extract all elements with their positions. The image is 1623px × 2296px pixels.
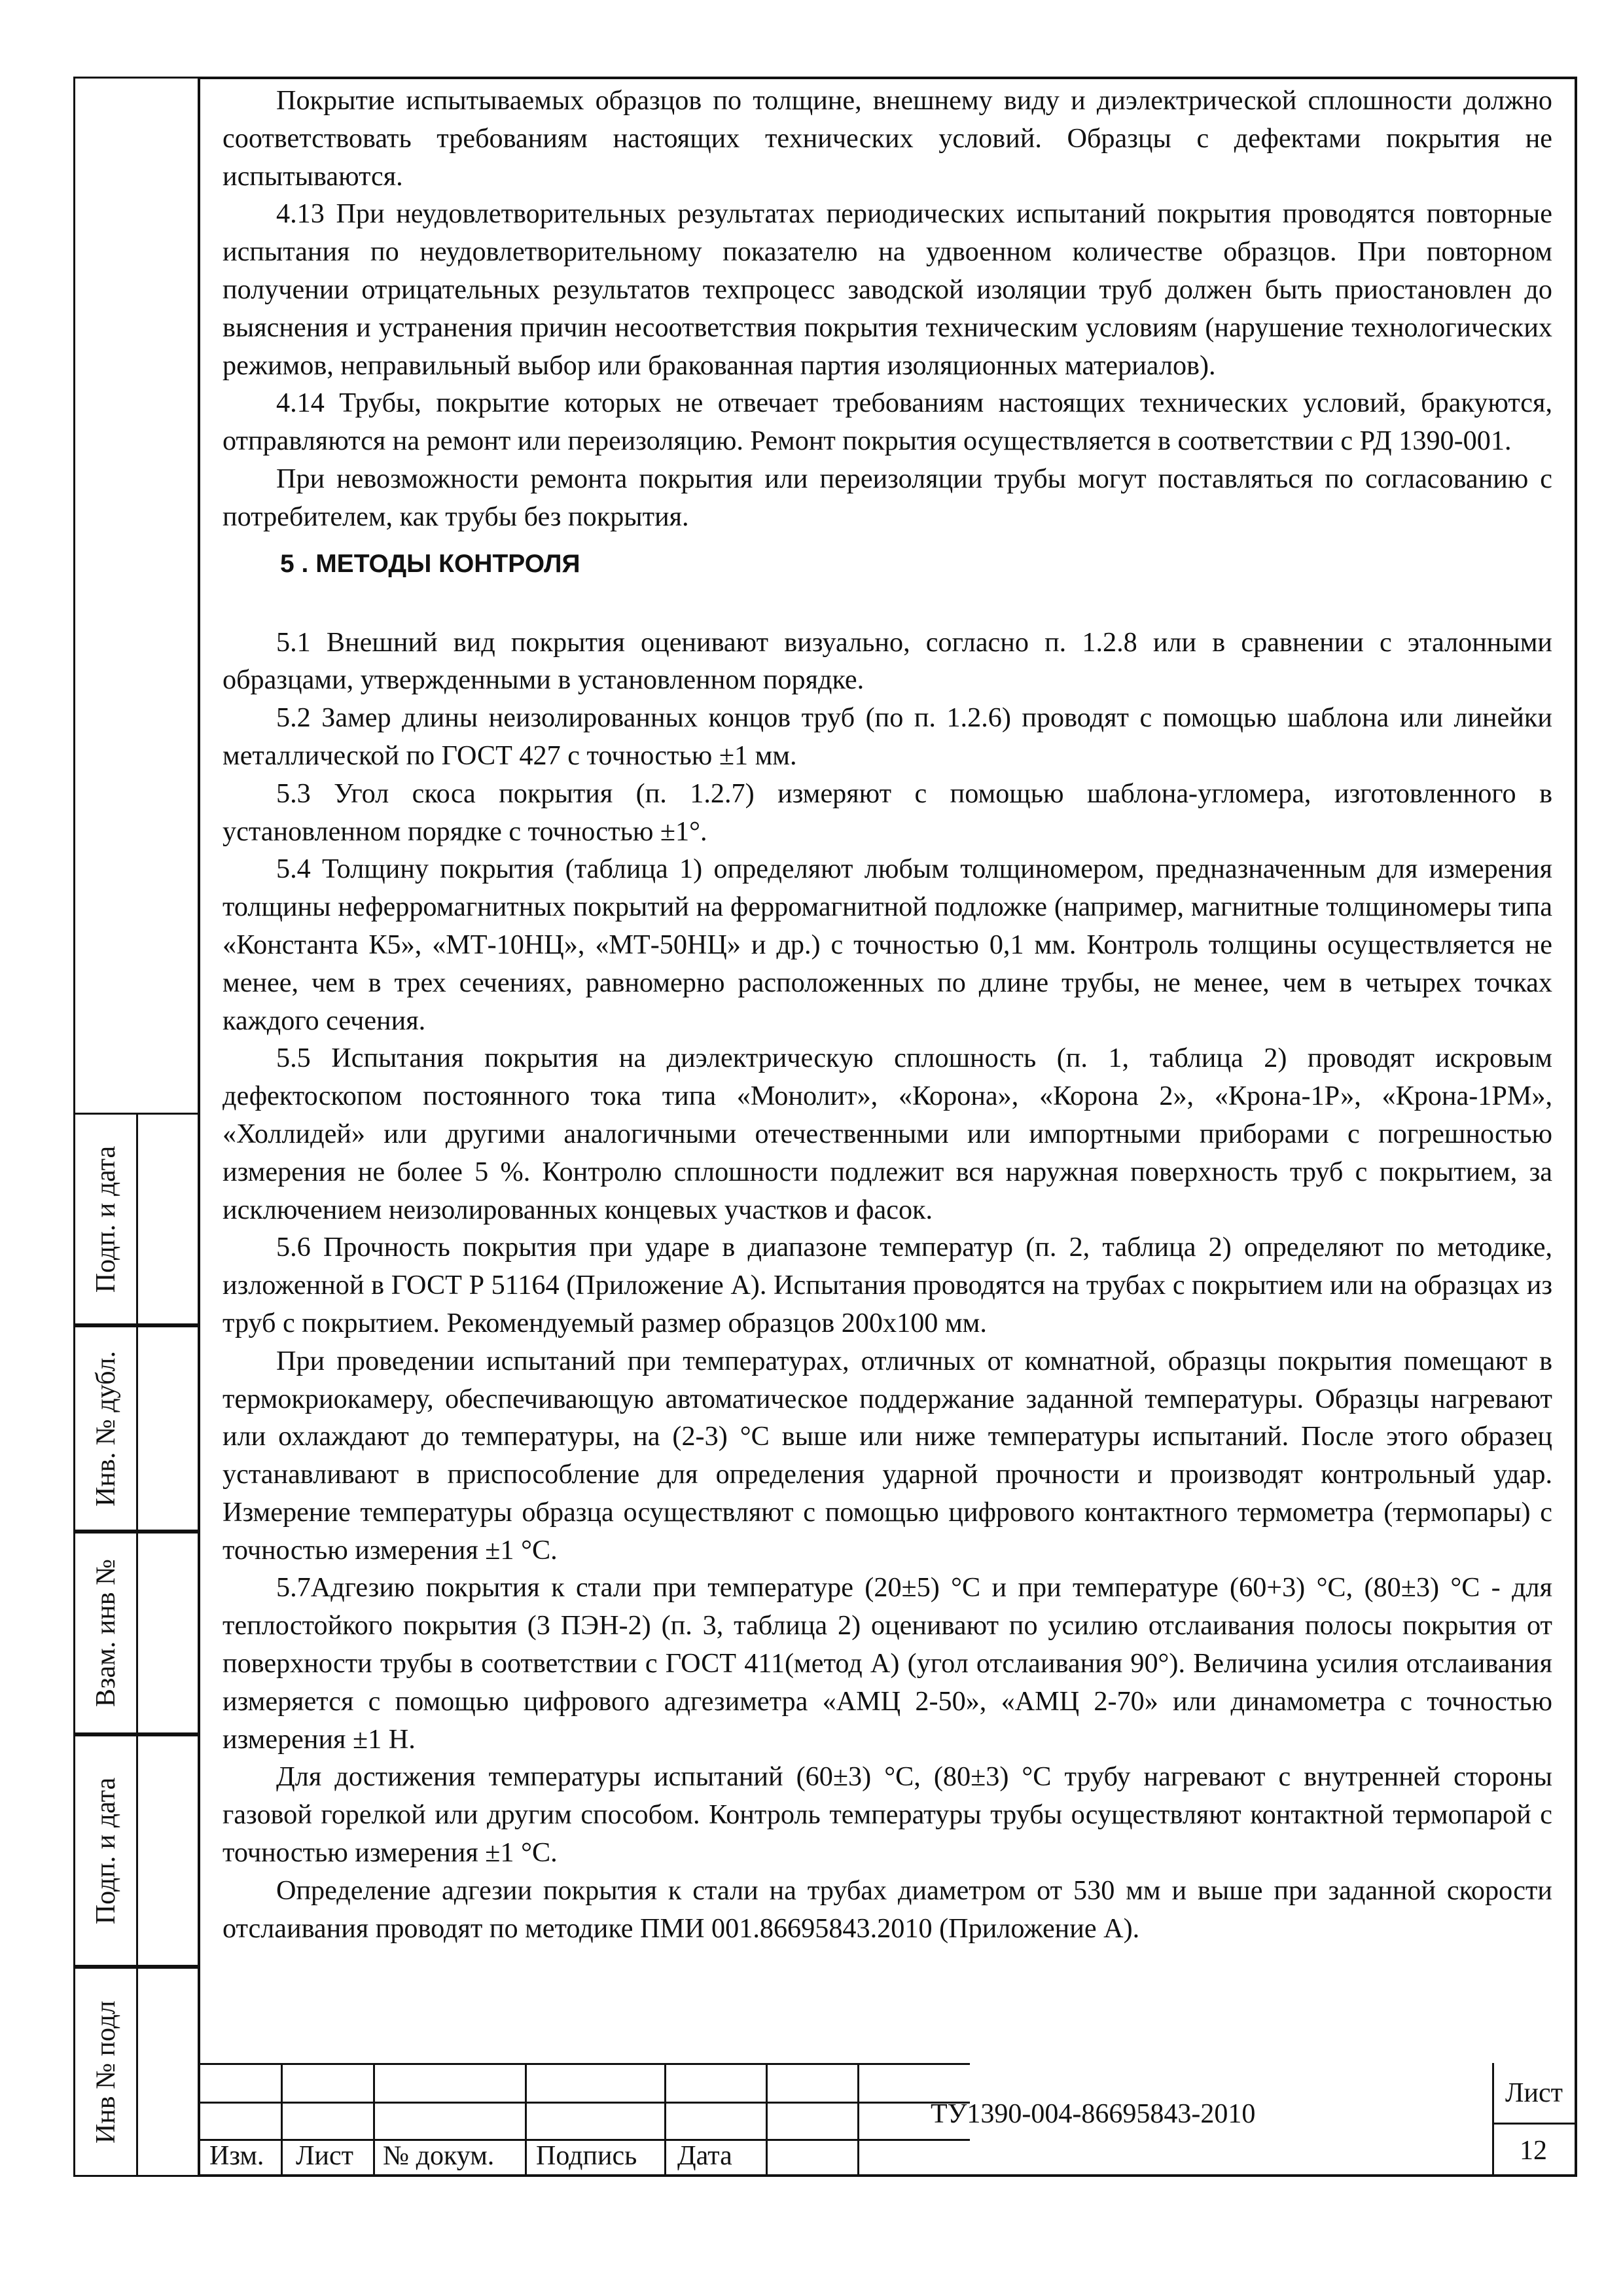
side-strip-left-line — [73, 77, 75, 1113]
side-strip-top-line — [73, 77, 200, 79]
header-sheet: Лист — [296, 2141, 353, 2171]
paragraph: 5.4 Толщину покрытия (таблица 1) определяют любым толщиномером, предназначенным для измерения толщины неферромагнитных покрытий на ферромагнитной подложке (например, магнитные толщиномеры типа «Константа К5», «МТ-10НЦ», «МТ-50НЦ» и др.) с точностью 0,1 мм. Контроль толщины осуществляется не менее, чем в трех сечениях, равномерно расположенных по длине трубы, не менее, чем в четырех точках каждого сечения. — [223, 853, 1552, 1036]
section-heading: 5 . МЕТОДЫ КОНТРОЛЯ — [280, 549, 580, 578]
paragraph: Определение адгезии покрытия к стали на трубах диаметром от 530 мм и выше при заданной скорости отслаивания проводят по методике ПМИ 001.86695843.2010 (Приложение А). — [223, 1874, 1552, 1944]
paragraph: 5.5 Испытания покрытия на диэлектрическую сплошность (п. 1, таблица 2) проводят искровым дефектоскопом постоянного тока типа «Монолит», «Корона», «Корона 2», «Крона-1Р», «Крона-1РМ», «Холлидей» или другими аналогичными отечественными или импортными приборами с погрешностью измерения не более 5 %. Контролю сплошности подлежит вся наружная поверхность труб с покрытием, за исключением неизолированных концевых участков и фасок. — [223, 1043, 1552, 1225]
paragraph: Покрытие испытываемых образцов по толщине, внешнему виду и диэлектрической сплошности должно соответствовать требованиям настоящих технических условий. Образцы с дефектами покрытия не испытываются. — [223, 85, 1552, 192]
side-field-dup-inv — [73, 1325, 200, 1532]
document-code: ТУ1390-004-86695843-2010 — [931, 2099, 1256, 2129]
paragraph: 5.2 Замер длины неизолированных концов труб (по п. 1.2.6) проводят с помощью шаблона или линейки металлической по ГОСТ 427 с точностью ±1 мм. — [223, 702, 1552, 771]
side-label: Инв № подл — [90, 2000, 121, 2144]
side-label: Подп. и дата — [90, 1145, 121, 1293]
paragraph: Для достижения температуры испытаний (60±3) °С, (80±3) °С трубу нагревают с внутренней стороны газовой горелкой или другим способом. Контроль температуры трубы осуществляют контактной термопарой с точностью измерения ±1 °С. — [223, 1761, 1552, 1869]
header-doc-number: № докум. — [383, 2141, 495, 2171]
side-field-sign-date-2 — [73, 1734, 200, 1967]
side-field-replace-inv — [73, 1532, 200, 1734]
paragraph: 4.13 При неудовлетворительных результатах периодических испытаний покрытия проводятся повторные испытания по неудовлетворительному показателю на удвоенном количестве образцов. При повторном получении отрицательных результатов техпроцесс заводской изоляции труб должен быть приостановлен до выяснения и устранения причин несоответствия покрытия техническим условиям (нарушение технологических режимов, неправильный выбор или бракованная партия изоляционных материалов). — [223, 198, 1552, 381]
document-body — [223, 82, 1552, 1947]
header-signature: Подпись — [536, 2141, 637, 2171]
header-change: Изм. — [209, 2141, 264, 2171]
paragraph: 5.3 Угол скоса покрытия (п. 1.2.7) измеряют с помощью шаблона-угломера, изготовленного в установленном порядке с точностью ±1°. — [223, 778, 1552, 847]
paragraph: 5.1 Внешний вид покрытия оценивают визуально, согласно п. 1.2.8 или в сравнении с эталонными образцами, утвержденными в установленном порядке. — [223, 626, 1552, 696]
header-date: Дата — [677, 2141, 732, 2171]
paragraph: При проведении испытаний при температурах, отличных от комнатной, образцы покрытия помещают в термокриокамеру, обеспечивающую автоматическое поддержание заданной температуры. Образцы нагревают или охлаждают до температуры, на (2-3) °С выше или ниже температуры испытаний. После этого образец устанавливают в приспособление для определения ударной прочности и производят контрольный удар. Измерение температуры образца осуществляют с помощью цифрового контактного термометра (термопары) с точностью измерения ±1 °С. — [223, 1345, 1552, 1566]
sheet-number: 12 — [1520, 2136, 1547, 2166]
paragraph: 5.7Адгезию покрытия к стали при температуре (20±5) °С и при температуре (60+3) °С, (80±3) °С - для теплостойкого покрытия (3 ПЭН-2) (п. 3, таблица 2) оценивают по усилию отслаивания полосы покрытия от поверхности трубы в соответствии с ГОСТ 411(метод А) (угол отслаивания 90°). Величина усилия отслаивания измеряется с помощью цифрового адгезиметра «АМЦ 2-50», «АМЦ 2-70» или динамометра с точностью измерения ±1 Н. — [223, 1572, 1552, 1755]
side-field-sign-date-1 — [73, 1113, 200, 1325]
paragraph: 5.6 Прочность покрытия при ударе в диапазоне температур (п. 2, таблица 2) определяют по методике, изложенной в ГОСТ Р 51164 (Приложение А). Испытания проводятся на трубах с покрытием или на образцах из труб с покрытием. Рекомендуемый размер образцов 200х100 мм. — [223, 1232, 1552, 1338]
side-field-original-inv — [73, 1967, 200, 2177]
side-label: Взам. инв № — [90, 1558, 121, 1708]
sheet-label: Лист — [1505, 2078, 1563, 2108]
paragraph: 4.14 Трубы, покрытие которых не отвечает требованиям настоящих технических условий, бракуются, отправляются на ремонт или переизоляцию. Ремонт покрытия осуществляется в соответствии с РД 1390-001. — [223, 387, 1552, 457]
side-label: Инв. № дубл. — [90, 1350, 121, 1507]
title-block — [198, 2063, 1577, 2177]
paragraph: При невозможности ремонта покрытия или переизоляции трубы могут поставляться по согласованию с потребителем, как трубы без покрытия. — [223, 463, 1552, 532]
side-label: Подп. и дата — [90, 1777, 121, 1924]
